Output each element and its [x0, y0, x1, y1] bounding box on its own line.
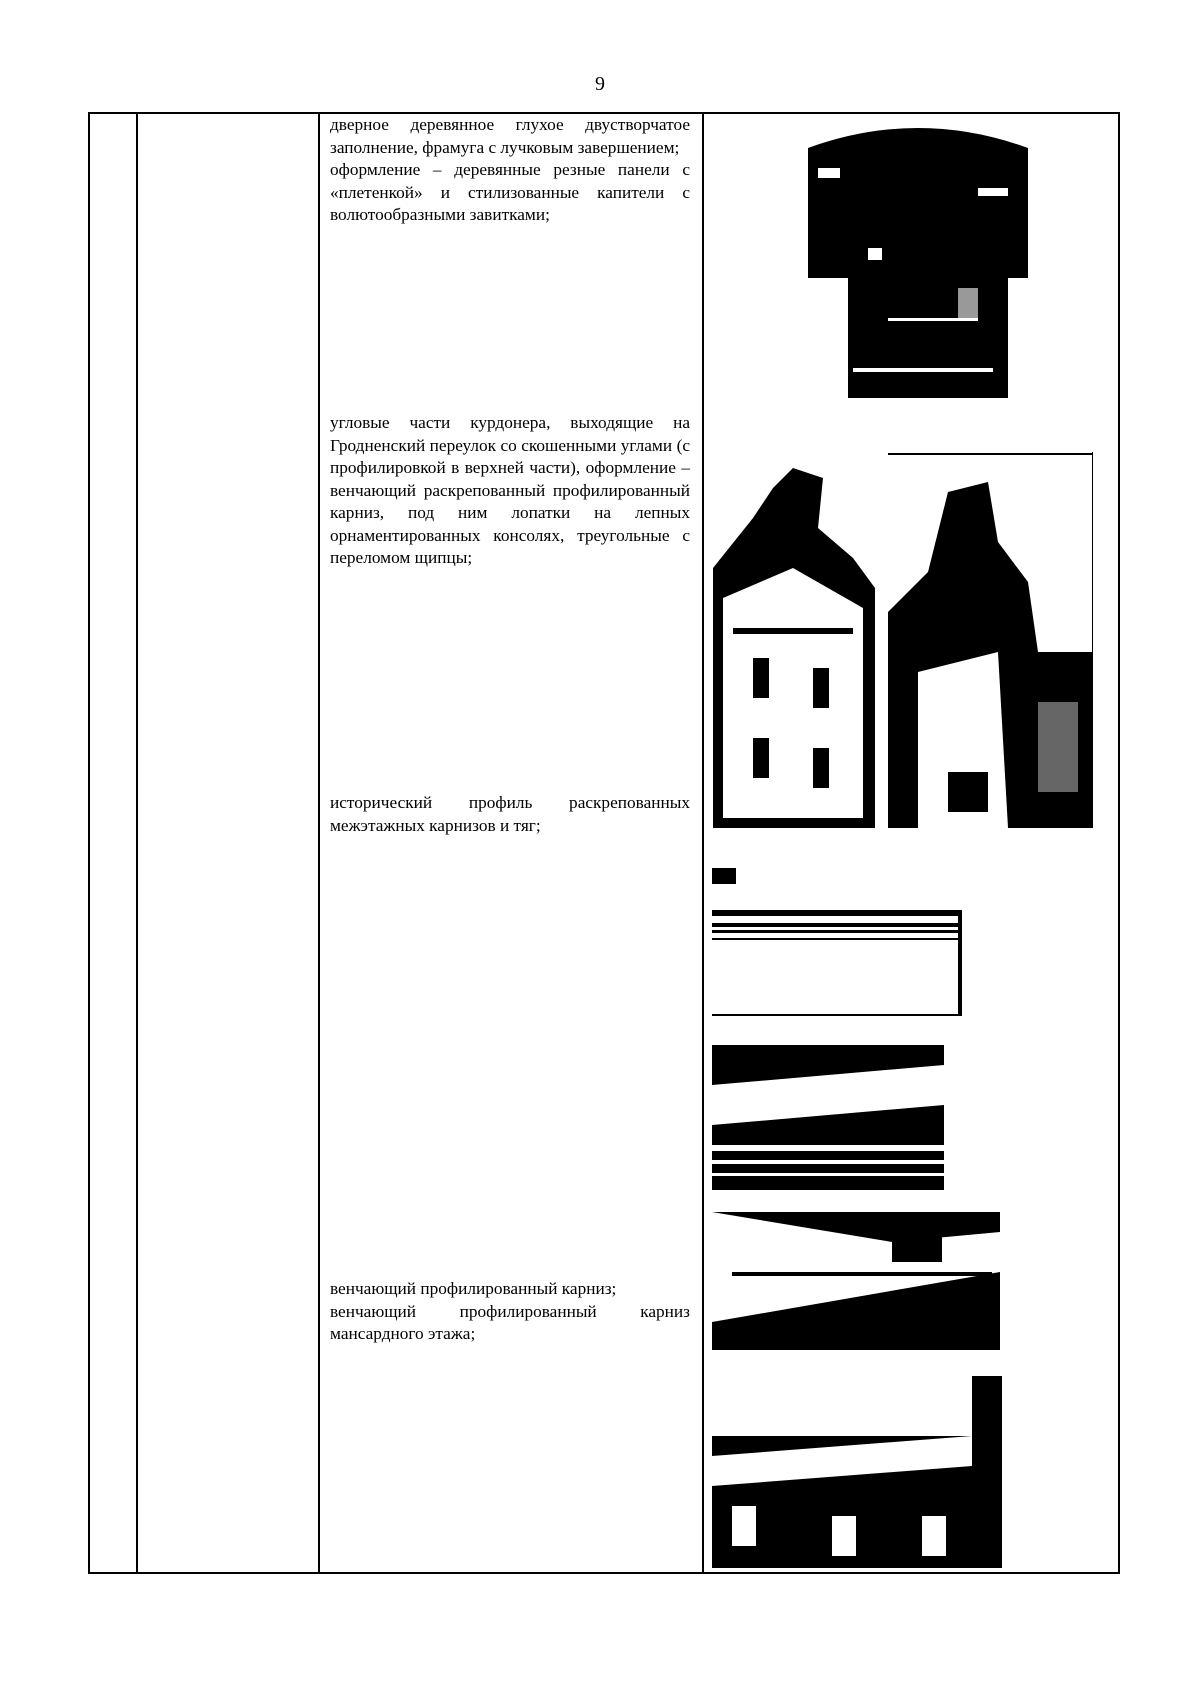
description-line: оформление – деревянные резные панели с «плетенкой» и стилизованные капители с волютообразными завитками;: [330, 160, 690, 224]
column-divider: [318, 114, 320, 1572]
gable-icon: [888, 452, 1093, 828]
page-number: 9: [595, 73, 605, 95]
description-line: дверное деревянное глухое двустворчатое заполнение, фрамуга с лучковым завершением;: [330, 115, 690, 157]
cornice-icon: [712, 1212, 1000, 1350]
cornice-icon: [712, 868, 962, 1020]
corner-building-photo: [713, 458, 875, 828]
description-line: венчающий профилированный карниз мансардного этажа;: [330, 1301, 690, 1343]
description-line: венчающий профилированный карниз;: [330, 1279, 617, 1298]
gable-photo: [888, 452, 1093, 828]
row-description-cornices: [330, 792, 690, 837]
cornice-photo: [712, 1212, 1000, 1350]
cornice-photo: [712, 1045, 944, 1190]
row-description-corner: [330, 412, 690, 570]
row-description-door: [330, 114, 690, 227]
corner-building-icon: [713, 458, 875, 828]
description-line: исторический профиль раскрепованных межэтажных карнизов и тяг;: [330, 793, 690, 835]
roof-cornice-photo: [712, 1376, 1002, 1568]
door-photo-icon: [808, 118, 1028, 413]
door-photo: [808, 118, 1028, 413]
column-divider: [702, 114, 704, 1572]
roof-cornice-icon: [712, 1376, 1002, 1568]
cornice-photo: [712, 868, 962, 1020]
row-description-crowning: [330, 1278, 690, 1346]
description-line: угловые части курдонера, выходящие на Гродненский переулок со скошенными углами (с профилировкой в верхней части), оформление – венчающий раскрепованный профилированный карниз, под ним лопатки на лепных орнаментированных консолях, треугольные с переломом щипцы;: [330, 413, 690, 567]
cornice-icon: [712, 1045, 944, 1190]
column-divider: [136, 114, 138, 1572]
